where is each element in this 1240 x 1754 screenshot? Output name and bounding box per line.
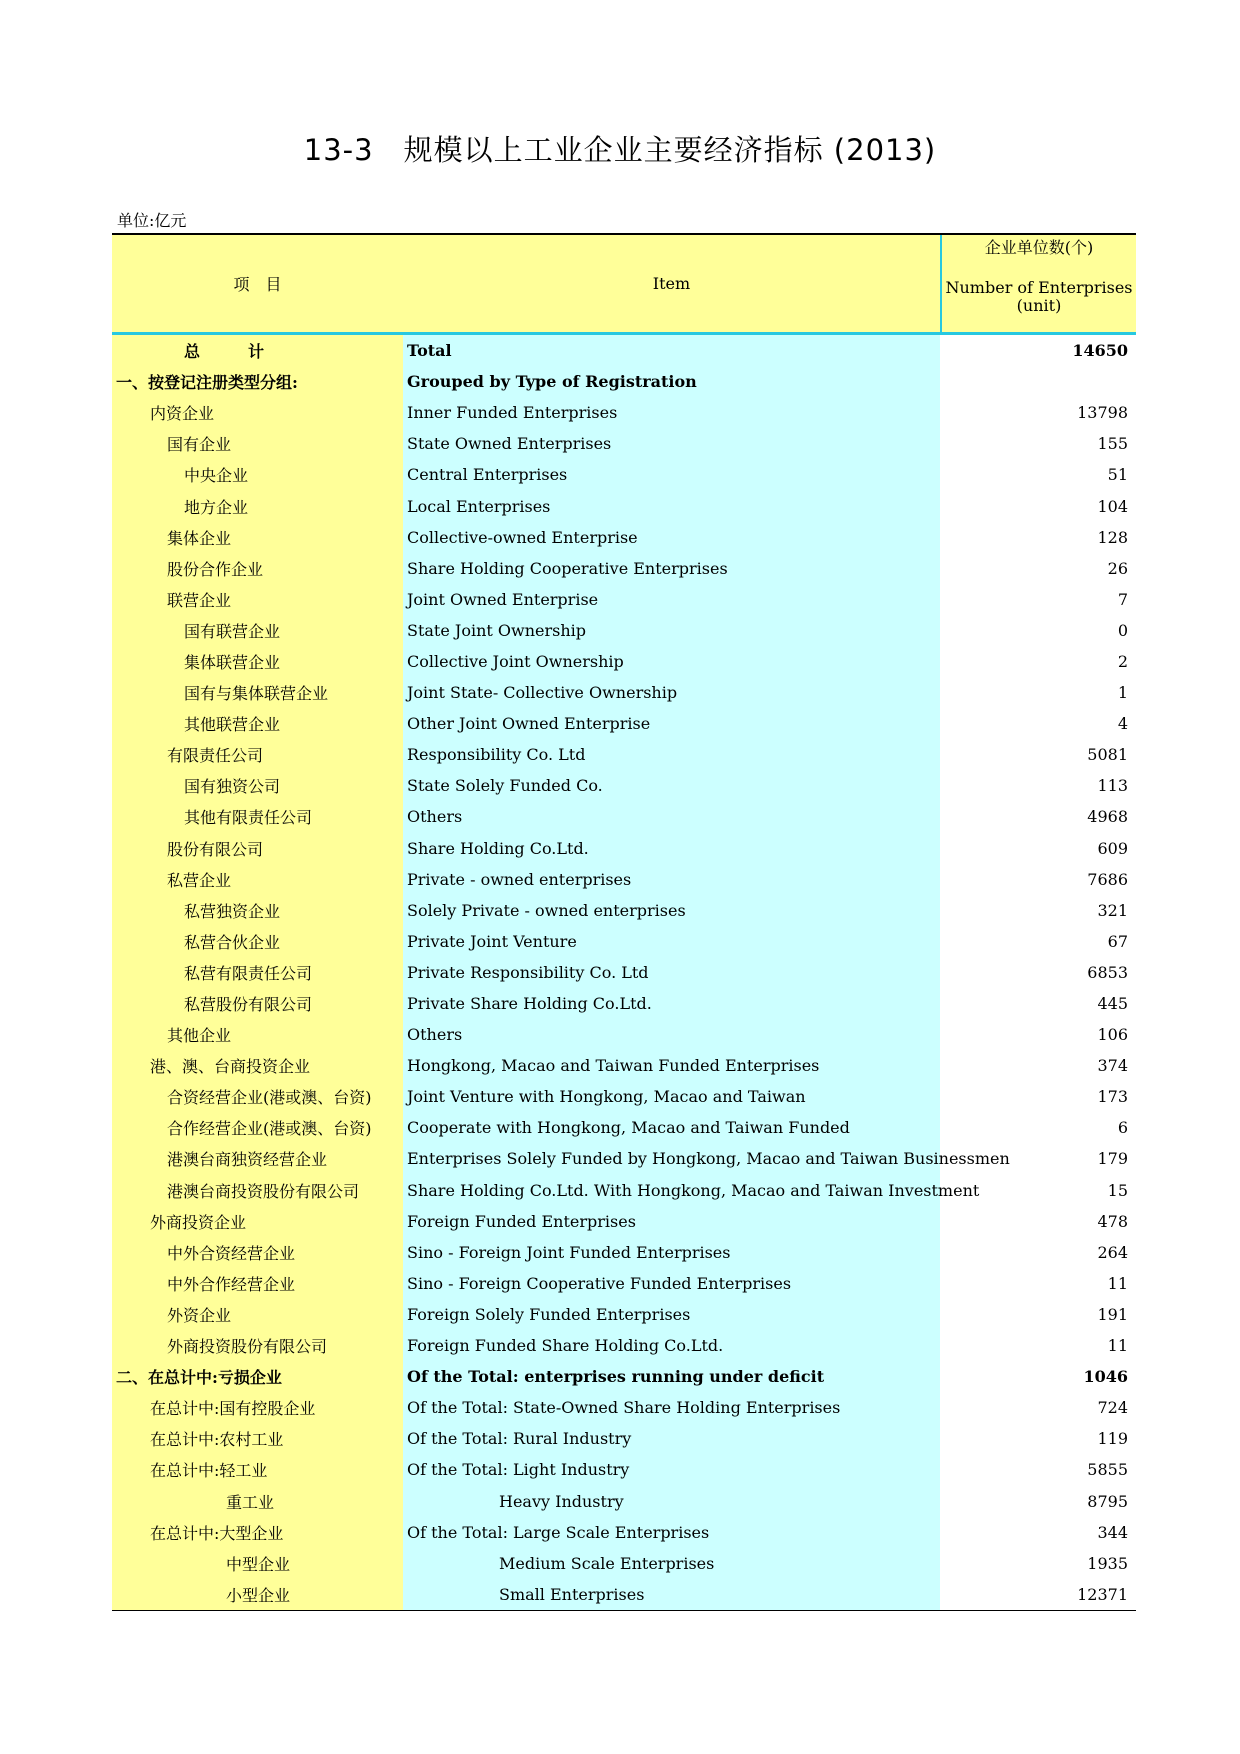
row-label-cn: 私营有限责任公司 <box>112 957 403 988</box>
row-value: 6853 <box>1087 962 1128 982</box>
row-label-cn: 内资企业 <box>112 397 403 428</box>
row-label-en: Joint Owned Enterprise <box>403 584 940 615</box>
row-label-cn: 总 计 <box>112 335 403 366</box>
row-label-cn: 合资经营企业(港或澳、台资) <box>112 1081 403 1112</box>
row-value: 0 <box>1117 620 1128 640</box>
row-value: 4968 <box>1087 807 1128 827</box>
row-label-en: Local Enterprises <box>403 490 940 521</box>
table-row <box>112 366 1136 397</box>
row-label-cn: 股份合作企业 <box>112 553 403 584</box>
row-value: 1935 <box>1087 1553 1128 1573</box>
row-label-cn: 合作经营企业(港或澳、台资) <box>112 1112 403 1143</box>
row-label-en: Other Joint Owned Enterprise <box>403 708 940 739</box>
row-label-cn: 港澳台商投资股份有限公司 <box>112 1175 403 1206</box>
row-label-en: Of the Total: Rural Industry <box>403 1423 940 1454</box>
table-row <box>112 1299 1136 1330</box>
row-label-en: Sino - Foreign Joint Funded Enterprises <box>403 1237 940 1268</box>
row-label-en: Responsibility Co. Ltd <box>403 739 940 770</box>
table-row <box>112 988 1136 1019</box>
row-label-en: Of the Total: Light Industry <box>403 1454 940 1485</box>
row-label-en: Inner Funded Enterprises <box>403 397 940 428</box>
row-label-cn: 在总计中:大型企业 <box>112 1517 403 1548</box>
table-row <box>112 490 1136 521</box>
row-label-cn: 中外合作经营企业 <box>112 1268 403 1299</box>
row-label-en: State Owned Enterprises <box>403 428 940 459</box>
row-label-cn: 国有与集体联营企业 <box>112 677 403 708</box>
row-label-en: State Joint Ownership <box>403 615 940 646</box>
row-label-en: Others <box>403 801 940 832</box>
row-value: 128 <box>1097 527 1128 547</box>
row-value: 344 <box>1097 1522 1128 1542</box>
row-label-cn: 在总计中:农村工业 <box>112 1423 403 1454</box>
data-table <box>112 233 1136 1611</box>
row-label-en: Foreign Funded Share Holding Co.Ltd. <box>403 1330 940 1361</box>
row-label-cn: 地方企业 <box>112 490 403 521</box>
row-label-en: Foreign Solely Funded Enterprises <box>403 1299 940 1330</box>
row-value: 155 <box>1097 434 1128 454</box>
table-row <box>112 1050 1136 1081</box>
row-label-cn: 在总计中:轻工业 <box>112 1454 403 1485</box>
row-value <box>940 366 1136 397</box>
table-row <box>112 833 1136 864</box>
row-value: 445 <box>1097 994 1128 1014</box>
row-label-cn: 国有企业 <box>112 428 403 459</box>
table-row <box>112 1517 1136 1548</box>
row-label-en: Of the Total: State-Owned Share Holding Enterprises <box>403 1392 940 1423</box>
row-value: 26 <box>1107 558 1128 578</box>
row-label-cn: 国有联营企业 <box>112 615 403 646</box>
table-row <box>112 1268 1136 1299</box>
table-row <box>112 1454 1136 1485</box>
row-label-en: Medium Scale Enterprises <box>403 1548 940 1579</box>
row-value: 67 <box>1107 931 1128 951</box>
row-label-cn: 小型企业 <box>112 1579 403 1610</box>
row-label-cn: 外商投资企业 <box>112 1206 403 1237</box>
row-value: 7686 <box>1087 869 1128 889</box>
table-row <box>112 1361 1136 1392</box>
row-value: 7 <box>1117 589 1128 609</box>
row-label-en: Joint State- Collective Ownership <box>403 677 940 708</box>
row-value: 724 <box>1097 1398 1128 1418</box>
table-row <box>112 1330 1136 1361</box>
page-title: 13-3 规模以上工业企业主要经济指标 (2013) <box>303 133 937 167</box>
table-row <box>112 335 1136 366</box>
row-label-cn: 港、澳、台商投资企业 <box>112 1050 403 1081</box>
row-value: 1 <box>1117 683 1128 703</box>
row-value: 51 <box>1107 465 1128 485</box>
row-label-cn: 联营企业 <box>112 584 403 615</box>
table-row <box>112 459 1136 490</box>
table-row <box>112 739 1136 770</box>
row-label-cn: 外商投资股份有限公司 <box>112 1330 403 1361</box>
row-value: 264 <box>1097 1242 1128 1262</box>
row-label-cn: 其他联营企业 <box>112 708 403 739</box>
table-row <box>112 646 1136 677</box>
table-row <box>112 1423 1136 1454</box>
row-label-en: Cooperate with Hongkong, Macao and Taiwan Funded <box>403 1112 940 1143</box>
row-label-en: Grouped by Type of Registration <box>403 366 940 397</box>
table-row <box>112 584 1136 615</box>
row-label-en: Of the Total: enterprises running under deficit <box>403 1361 940 1392</box>
row-value: 106 <box>1097 1025 1128 1045</box>
table-row <box>112 428 1136 459</box>
row-value: 6 <box>1117 1118 1128 1138</box>
header-count <box>940 235 1136 332</box>
row-label-en: Others <box>403 1019 940 1050</box>
table-row <box>112 864 1136 895</box>
row-label-en: Sino - Foreign Cooperative Funded Enterprises <box>403 1268 940 1299</box>
table-header <box>112 233 1136 335</box>
row-label-en: Hongkong, Macao and Taiwan Funded Enterprises <box>403 1050 940 1081</box>
row-value: 478 <box>1097 1211 1128 1231</box>
row-label-cn: 集体企业 <box>112 522 403 553</box>
row-value: 13798 <box>1077 403 1128 423</box>
row-label-cn: 私营企业 <box>112 864 403 895</box>
row-value: 374 <box>1097 1056 1128 1076</box>
row-value: 179 <box>1097 1149 1128 1169</box>
row-label-cn: 其他有限责任公司 <box>112 801 403 832</box>
row-label-en: Share Holding Cooperative Enterprises <box>403 553 940 584</box>
row-value: 104 <box>1097 496 1128 516</box>
row-label-en: Total <box>403 335 940 366</box>
row-value: 321 <box>1097 900 1128 920</box>
row-value: 8795 <box>1087 1491 1128 1511</box>
table-row <box>112 1579 1136 1610</box>
table-row <box>112 615 1136 646</box>
table-row <box>112 522 1136 553</box>
row-value: 113 <box>1097 776 1128 796</box>
row-value: 173 <box>1097 1087 1128 1107</box>
row-label-en: Central Enterprises <box>403 459 940 490</box>
row-label-cn: 私营合伙企业 <box>112 926 403 957</box>
row-label-en: Solely Private - owned enterprises <box>403 895 940 926</box>
header-item-en: Item <box>403 235 940 332</box>
table-row <box>112 926 1136 957</box>
table-row <box>112 1485 1136 1516</box>
table-row <box>112 708 1136 739</box>
row-value: 14650 <box>1072 341 1128 361</box>
row-value: 12371 <box>1077 1584 1128 1604</box>
table-body <box>112 335 1136 1611</box>
row-value: 15 <box>1107 1180 1128 1200</box>
row-label-cn: 重工业 <box>112 1485 403 1516</box>
row-label-en: Foreign Funded Enterprises <box>403 1206 940 1237</box>
table-row <box>112 957 1136 988</box>
row-label-cn: 股份有限公司 <box>112 833 403 864</box>
row-label-en: Heavy Industry <box>403 1485 940 1516</box>
table-row <box>112 801 1136 832</box>
header-count-en: Number of Enterprises (unit) <box>945 278 1133 315</box>
row-value: 191 <box>1097 1304 1128 1324</box>
row-label-cn: 有限责任公司 <box>112 739 403 770</box>
row-label-cn: 中型企业 <box>112 1548 403 1579</box>
table-row <box>112 1206 1136 1237</box>
row-label-cn: 其他企业 <box>112 1019 403 1050</box>
row-value: 11 <box>1107 1336 1128 1356</box>
table-row <box>112 1112 1136 1143</box>
row-label-en: Collective-owned Enterprise <box>403 522 940 553</box>
header-item-cn: 项 目 <box>112 235 403 332</box>
row-label-en: State Solely Funded Co. <box>403 770 940 801</box>
table-row <box>112 1081 1136 1112</box>
row-value: 2 <box>1117 651 1128 671</box>
row-label-en: Enterprises Solely Funded by Hongkong, Macao and Taiwan Businessmen <box>403 1143 940 1174</box>
table-row <box>112 770 1136 801</box>
table-row <box>112 553 1136 584</box>
table-row <box>112 397 1136 428</box>
row-label-en: Collective Joint Ownership <box>403 646 940 677</box>
row-label-cn: 外资企业 <box>112 1299 403 1330</box>
table-row <box>112 1237 1136 1268</box>
row-value: 1046 <box>1083 1367 1128 1387</box>
row-label-cn: 中外合资经营企业 <box>112 1237 403 1268</box>
row-label-en: Private Responsibility Co. Ltd <box>403 957 940 988</box>
table-row <box>112 1019 1136 1050</box>
row-label-en: Private Joint Venture <box>403 926 940 957</box>
row-label-en: Of the Total: Large Scale Enterprises <box>403 1517 940 1548</box>
row-label-en: Small Enterprises <box>403 1579 940 1610</box>
row-label-cn: 集体联营企业 <box>112 646 403 677</box>
row-label-en: Joint Venture with Hongkong, Macao and Taiwan <box>403 1081 940 1112</box>
row-value: 5081 <box>1087 745 1128 765</box>
row-label-cn: 国有独资公司 <box>112 770 403 801</box>
row-label-cn: 港澳台商独资经营企业 <box>112 1143 403 1174</box>
table-row <box>112 1548 1136 1579</box>
row-label-cn: 二、在总计中:亏损企业 <box>112 1361 403 1392</box>
row-value: 11 <box>1107 1273 1128 1293</box>
row-value: 4 <box>1117 714 1128 734</box>
table-row <box>112 1143 1136 1174</box>
unit-label: 单位:亿元 <box>117 211 187 230</box>
header-count-cn: 企业单位数(个) <box>984 238 1094 257</box>
table-row <box>112 677 1136 708</box>
row-value: 119 <box>1097 1429 1128 1449</box>
row-label-cn: 私营股份有限公司 <box>112 988 403 1019</box>
table-row <box>112 1392 1136 1423</box>
row-value: 5855 <box>1087 1460 1128 1480</box>
row-label-cn: 中央企业 <box>112 459 403 490</box>
row-label-en: Private Share Holding Co.Ltd. <box>403 988 940 1019</box>
row-label-en: Share Holding Co.Ltd. <box>403 833 940 864</box>
table-row <box>112 895 1136 926</box>
row-label-en: Private - owned enterprises <box>403 864 940 895</box>
table-row <box>112 1175 1136 1206</box>
row-label-en: Share Holding Co.Ltd. With Hongkong, Macao and Taiwan Investment <box>403 1175 940 1206</box>
row-value: 609 <box>1097 838 1128 858</box>
row-label-cn: 在总计中:国有控股企业 <box>112 1392 403 1423</box>
row-label-cn: 一、按登记注册类型分组: <box>112 366 403 397</box>
row-label-cn: 私营独资企业 <box>112 895 403 926</box>
